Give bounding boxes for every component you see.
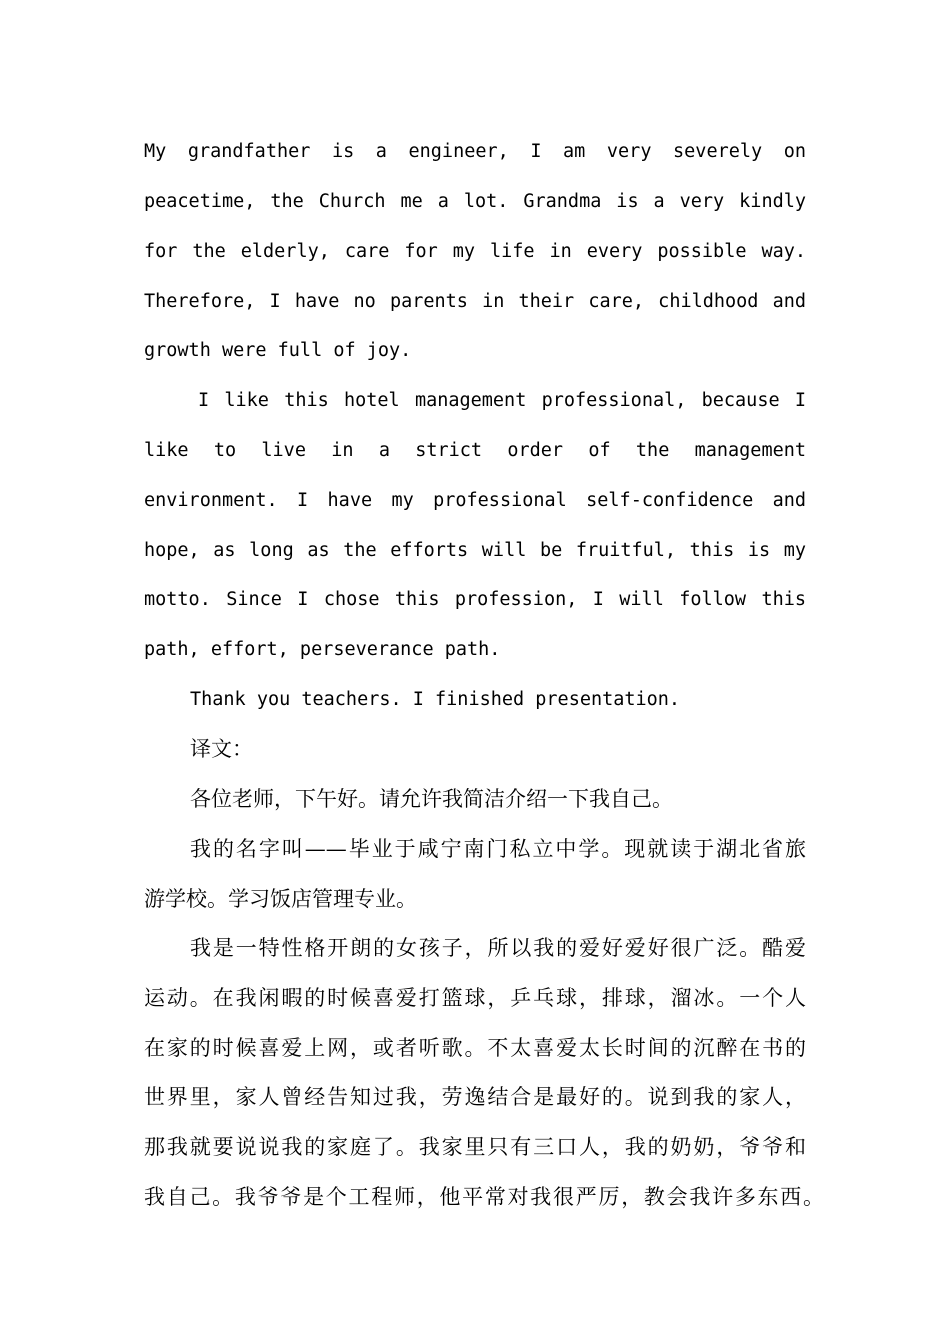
english-para1-line-5: growth were full of joy.: [144, 340, 412, 361]
english-para2-line-1: I like this hotel management professional, because I: [198, 390, 806, 411]
english-para2-line-4: hope, as long as the efforts will be fruitful, this is my: [144, 540, 806, 561]
english-closing-line: Thank you teachers. I finished presentation.: [190, 689, 681, 710]
translation-para2-line-1: 我的名字叫——毕业于咸宁南门私立中学。现就读于湖北省旅: [190, 837, 806, 861]
english-para2-line-6: path, effort, perseverance path.: [144, 639, 501, 660]
translation-para3-line-1: 我是一特性格开朗的女孩子，所以我的爱好爱好很广泛。酷爱: [190, 936, 806, 960]
translation-para3-line-3: 在家的时候喜爱上网，或者听歌。不太喜爱太长时间的沉醉在书的: [144, 1036, 806, 1060]
english-para1-line-2: peacetime, the Church me a lot. Grandma is a very kindly: [144, 191, 806, 212]
translation-para3-line-5: 那我就要说说我的家庭了。我家里只有三口人，我的奶奶，爷爷和: [144, 1135, 806, 1159]
translation-para3-line-6: 我自己。我爷爷是个工程师，他平常对我很严厉，教会我许多东西。: [144, 1185, 824, 1209]
english-para1-line-1: My grandfather is a engineer, I am very severely on: [144, 141, 806, 162]
english-para2-line-5: motto. Since I chose this profession, I will follow this: [144, 589, 806, 610]
english-para1-line-3: for the elderly, care for my life in every possible way.: [144, 241, 806, 262]
english-para2-line-2: like to live in a strict order of the management: [144, 440, 806, 461]
translation-para1-line-1: 各位老师，下午好。请允许我简洁介绍一下我自己。: [190, 787, 673, 811]
translation-para2-line-2: 游学校。学习饭店管理专业。: [144, 887, 417, 911]
translation-para3-line-2: 运动。在我闲暇的时候喜爱打篮球，乒乓球，排球，溜冰。一个人: [144, 986, 806, 1010]
english-para2-line-3: environment. I have my professional self-confidence and: [144, 490, 806, 511]
translation-para3-line-4: 世界里，家人曾经告知过我，劳逸结合是最好的。说到我的家人，: [144, 1085, 806, 1109]
translation-heading: 译文：: [190, 737, 253, 761]
english-para1-line-4: Therefore, I have no parents in their care, childhood and: [144, 291, 806, 312]
